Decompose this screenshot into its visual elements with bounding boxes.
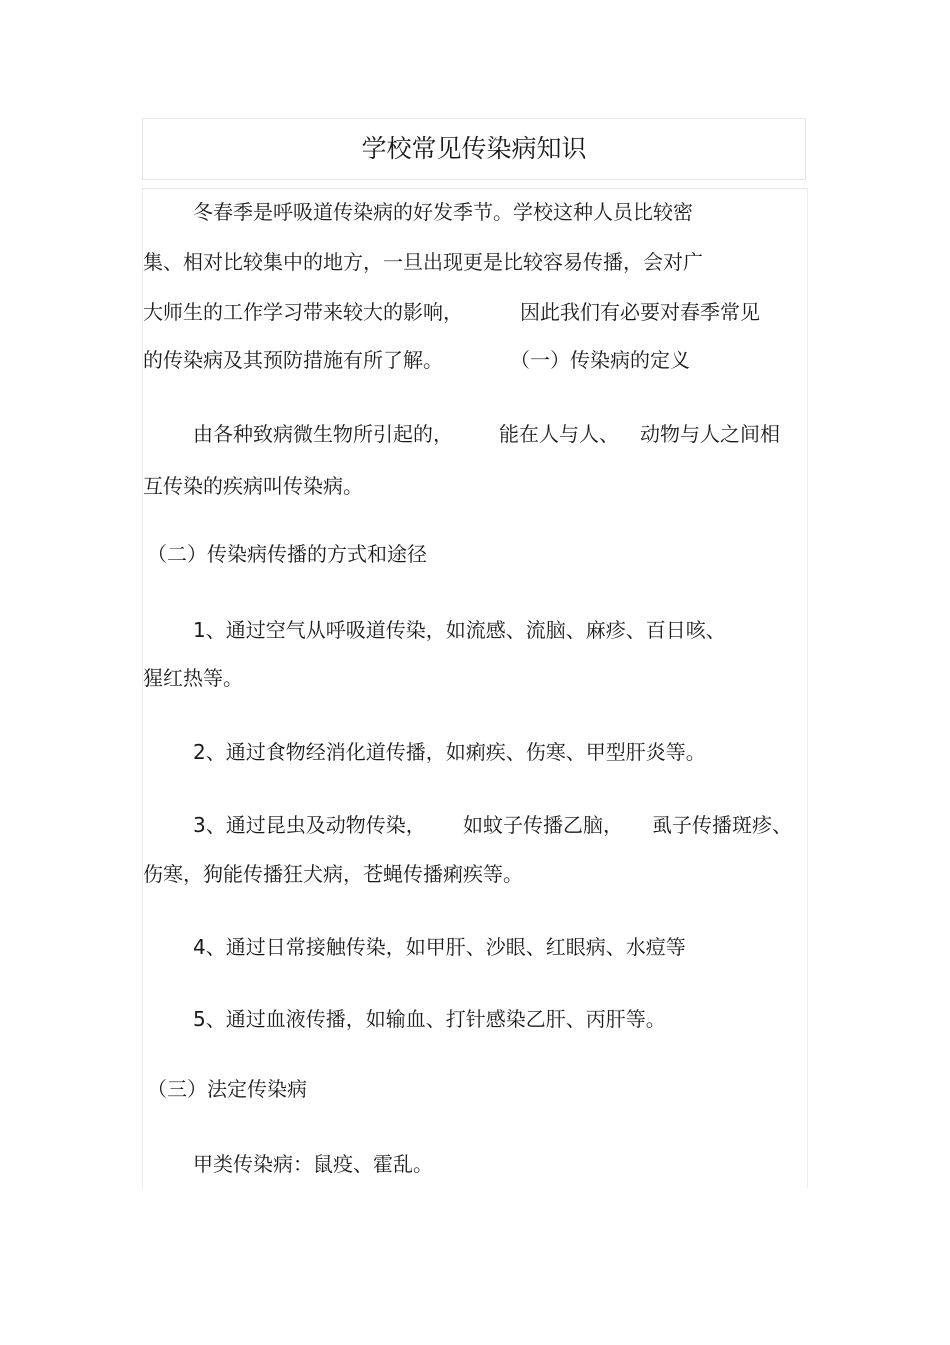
list-item: 伤寒，狗能传播狂犬病，苍蝇传播痢疾等。 bbox=[143, 862, 523, 886]
paragraph-line: 互传染的疾病叫传染病。 bbox=[143, 474, 363, 498]
paragraph-line: 集、相对比较集中的地方，一旦出现更是比较容易传播，会对广 bbox=[143, 250, 703, 274]
paragraph-line: 冬春季是呼吸道传染病的好发季节。学校这种人员比较密 bbox=[193, 200, 693, 224]
list-item: 如蚊子传播乙脑， bbox=[463, 813, 623, 837]
list-item: 5、通过血液传播，如输血、打针感染乙肝、丙肝等。 bbox=[193, 1007, 666, 1031]
title-box bbox=[142, 118, 806, 180]
paragraph-line: 甲类传染病：鼠疫、霍乱。 bbox=[193, 1152, 433, 1176]
section-heading: （一）传染病的定义 bbox=[510, 348, 690, 372]
list-item: 虱子传播斑疹、 bbox=[652, 813, 792, 837]
paragraph-line: 由各种致病微生物所引起的， bbox=[193, 422, 453, 446]
section-heading: （三）法定传染病 bbox=[147, 1077, 307, 1101]
paragraph-line: 大师生的工作学习带来较大的影响， bbox=[143, 300, 463, 324]
paragraph-line: 的传染病及其预防措施有所了解。 bbox=[143, 348, 443, 372]
list-item: 4、通过日常接触传染，如甲肝、沙眼、红眼病、水痘等 bbox=[193, 935, 686, 959]
paragraph-line: 因此我们有必要对春季常见 bbox=[520, 300, 760, 324]
paragraph-line: 能在人与人、 bbox=[499, 422, 619, 446]
paragraph-line: 动物与人之间相 bbox=[640, 422, 780, 446]
list-item: 1、通过空气从呼吸道传染，如流感、流脑、麻疹、百日咳、 bbox=[193, 618, 726, 642]
section-heading: （二）传染病传播的方式和途径 bbox=[147, 542, 427, 566]
list-item: 猩红热等。 bbox=[143, 666, 243, 690]
list-item: 2、通过食物经消化道传播，如痢疾、伤寒、甲型肝炎等。 bbox=[193, 740, 706, 764]
list-item: 3、通过昆虫及动物传染， bbox=[193, 813, 426, 837]
document-title: 学校常见传染病知识 bbox=[361, 134, 587, 163]
